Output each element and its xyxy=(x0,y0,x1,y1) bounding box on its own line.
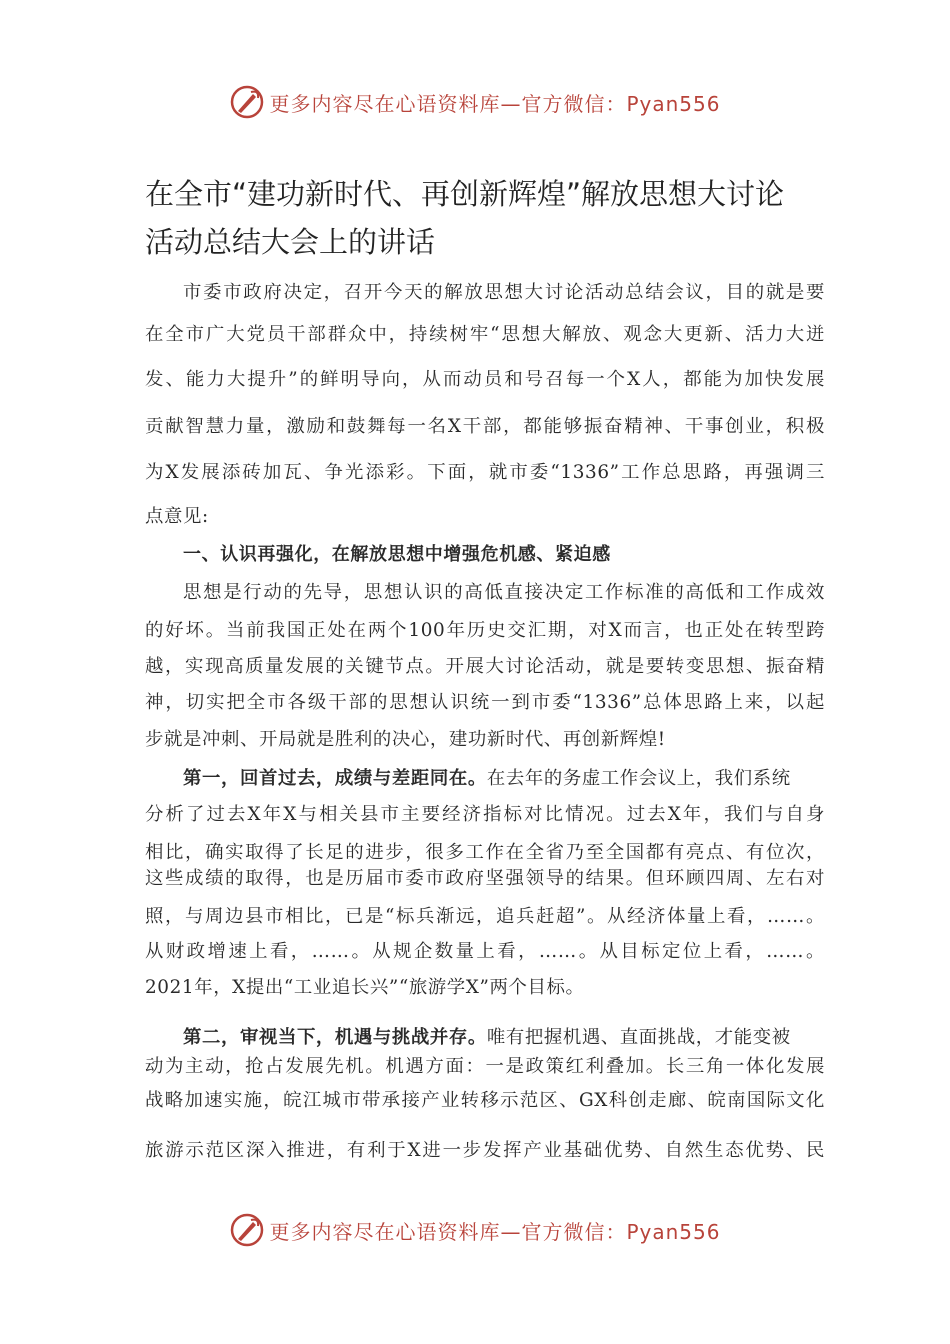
lead-first: 第一，回首过去，成绩与差距同在。 xyxy=(183,768,487,789)
text-line: 战略加速实施，皖江城市带承接产业转移示范区、GX科创走廊、皖南国际文化 xyxy=(145,1090,825,1111)
text-line: 神，切实把全市各级干部的思想认识统一到市委“1336”总体思路上来，以起 xyxy=(145,692,825,713)
text-line: 点意见: xyxy=(145,506,209,527)
text-line: 动为主动，抢占发展先机。机遇方面：一是政策红利叠加。长三角一体化发展 xyxy=(145,1056,825,1077)
watermark-text: 更多内容尽在心语资料库—官方微信：Pyan556 xyxy=(269,91,721,116)
text-line: 思想是行动的先导，思想认识的高低直接决定工作标准的高低和工作成效 xyxy=(183,582,825,603)
text-line: 市委市政府决定，召开今天的解放思想大讨论活动总结会议，目的就是要 xyxy=(183,282,825,303)
text-run: 在去年的务虚工作会议上，我们系统 xyxy=(486,768,791,789)
text-line: 这些成绩的取得，也是历届市委市政府坚强领导的结果。但环顾四周、左右对 xyxy=(145,868,825,889)
text-run: 唯有把握机遇、直面挑战，才能变被 xyxy=(486,1027,791,1048)
text-line: 越，实现高质量发展的关键节点。开展大讨论活动，就是要转变思想、振奋精 xyxy=(145,656,825,677)
paragraph-first-line xyxy=(183,764,825,794)
text-line: 从财政增速上看，……。从规企数量上看，……。从目标定位上看，……。 xyxy=(145,941,825,962)
quill-logo-icon xyxy=(229,84,265,120)
text-line: 2021年，X提出“工业追长兴”“旅游学X”两个目标。 xyxy=(145,977,585,998)
page-title xyxy=(145,170,835,266)
quill-logo-icon xyxy=(229,1212,265,1248)
lead-second: 第二，审视当下，机遇与挑战并存。 xyxy=(183,1027,487,1048)
text-line: 为X发展添砖加瓦、争光添彩。下面，就市委“1336”工作总思路，再强调三 xyxy=(145,462,825,483)
text-line: 步就是冲刺、开局就是胜利的决心，建功新时代、再创新辉煌! xyxy=(145,729,666,750)
text-line: 照，与周边县市相比，已是“标兵渐远，追兵赶超”。从经济体量上看，……。 xyxy=(145,906,825,927)
text-line: 发、能力大提升”的鲜明导向，从而动员和号召每一个X人，都能为加快发展 xyxy=(145,369,825,390)
watermark-text: 更多内容尽在心语资料库—官方微信：Pyan556 xyxy=(269,1219,721,1244)
watermark-footer xyxy=(0,1210,950,1250)
text-line: 的好坏。当前我国正处在两个100年历史交汇期，对X而言，也正处在转型跨 xyxy=(145,620,825,641)
section-heading: 一、认识再强化，在解放思想中增强危机感、紧迫感 xyxy=(183,544,611,565)
text-line: 旅游示范区深入推进，有利于X进一步发挥产业基础优势、自然生态优势、民 xyxy=(145,1140,825,1161)
text-line: 相比，确实取得了长足的进步，很多工作在全省乃至全国都有亮点、有位次， xyxy=(145,842,825,863)
title-line-1: 在全市“建功新时代、再创新辉煌”解放思想大讨论 xyxy=(145,177,785,211)
text-line: 分析了过去X年X与相关县市主要经济指标对比情况。过去X年，我们与自身 xyxy=(145,804,825,825)
paragraph-first-line xyxy=(183,1023,825,1053)
title-line-2: 活动总结大会上的讲话 xyxy=(145,225,436,259)
text-line: 贡献智慧力量，激励和鼓舞每一名X干部，都能够振奋精神、干事创业，积极 xyxy=(145,416,825,437)
watermark-header xyxy=(0,82,950,122)
text-line: 在全市广大党员干部群众中，持续树牢“思想大解放、观念大更新、活力大迸 xyxy=(145,324,825,345)
